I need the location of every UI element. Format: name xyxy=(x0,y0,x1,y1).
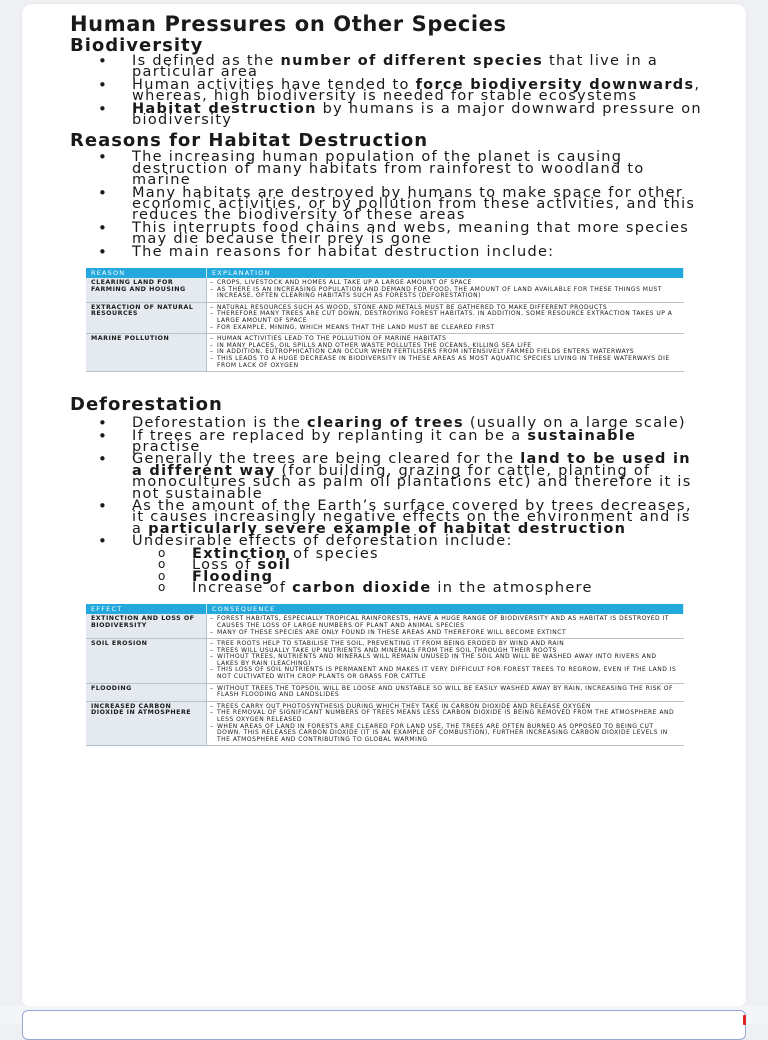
text-run: If trees are replaced by replanting it can be a xyxy=(132,427,528,444)
row-key-cell: EXTRACTION OF NATURAL RESOURCES xyxy=(86,302,207,333)
bold-text: carbon dioxide xyxy=(292,579,432,596)
table-row xyxy=(86,302,684,333)
row-key-cell: EXTINCTION AND LOSS OF BIODIVERSITY xyxy=(86,614,207,638)
document-page xyxy=(22,4,746,1008)
row-explanation-cell xyxy=(207,334,684,372)
list-item xyxy=(132,451,706,502)
explanation-line: – THEREFORE MANY TREES ARE CUT DOWN, DESTROYING FOREST HABITATS. IN ADDITION, SOME RESOURCE EXTRACTION TAKES UP A LARGE AMOUNT OF SPACE xyxy=(217,311,679,324)
explanation-line: – WITHOUT TREES THE TOPSOIL WILL BE LOOSE AND UNSTABLE SO WILL BE EASILY WASHED AWAY BY RAIN, INCREASING THE RISK OF FLASH FLOODING AND LANDSLIDES xyxy=(217,686,679,699)
list-item xyxy=(132,100,706,129)
text-run: Is defined as the xyxy=(132,53,281,69)
row-explanation-cell xyxy=(207,701,684,746)
explanation-line: – WITHOUT TREES, NUTRIENTS AND MINERALS WILL REMAIN UNUSED IN THE SOIL AND WILL BE WASHED AWAY INTO RIVERS AND LAKES BY RAIN (LEACHING) xyxy=(217,654,679,667)
explanation-line: – FOR EXAMPLE, MINING, WHICH MEANS THAT THE LAND MUST BE CLEARED FIRST xyxy=(217,325,679,332)
bold-text: Extinction xyxy=(192,545,288,562)
deforestation-heading: Deforestation xyxy=(70,394,223,416)
section-spacer xyxy=(70,372,706,394)
deforestation-list xyxy=(70,415,706,550)
text-run: Many habitats are destroyed by humans to make space for other economic activities, or by pollution from these activities, and this reduces the biodiversity of these areas xyxy=(132,184,696,224)
table-row xyxy=(86,614,684,638)
table-row xyxy=(86,278,684,302)
explanation-line: – TREES CARRY OUT PHOTOSYNTHESIS DURING WHICH THEY TAKE IN CARBON DIOXIDE AND RELEASE OXYGEN xyxy=(217,704,679,711)
habitat-reasons-table xyxy=(86,268,684,372)
text-run: that live in a particular area xyxy=(132,53,659,81)
table-header-row xyxy=(86,604,684,614)
habitat-list xyxy=(70,149,706,260)
row-explanation-cell xyxy=(207,683,684,701)
text-run: Loss of xyxy=(192,557,258,574)
table-row xyxy=(86,701,684,746)
row-key-cell: CLEARING LAND FOR FARMING AND HOUSING xyxy=(86,278,207,302)
row-explanation-cell xyxy=(207,278,684,302)
biodiversity-list xyxy=(70,53,706,129)
text-run: Generally the trees are being cleared for the xyxy=(132,451,521,468)
bold-text: Flooding xyxy=(192,568,274,585)
biodiversity-heading: Biodiversity xyxy=(70,35,204,56)
text-run: The main reasons for habitat destruction include: xyxy=(132,243,555,260)
explanation-line: – THIS LEADS TO A HUGE DECREASE IN BIODIVERSITY IN THESE AREAS AS MOST AQUATIC SPECIES LIVING IN THESE WATERWAYS DIE FROM LACK OF OXYGEN xyxy=(217,356,679,369)
explanation-line: – MANY OF THESE SPECIES ARE ONLY FOUND IN THESE AREAS AND THEREFORE WILL BECOME EXTINCT xyxy=(217,630,679,637)
row-key-cell: INCREASED CARBON DIOXIDE IN ATMOSPHERE xyxy=(86,701,207,746)
list-item xyxy=(132,243,706,260)
text-run: by humans is a major downward pressure on biodiversity xyxy=(132,100,702,129)
explanation-line: – IN ADDITION, EUTROPHICATION CAN OCCUR WHEN FERTILISERS FROM INTENSIVELY FARMED FIELDS ENTERS WATERWAYS xyxy=(217,349,679,356)
list-item xyxy=(192,579,706,596)
table-header-row xyxy=(86,268,684,278)
column-header: CONSEQUENCE xyxy=(207,604,684,614)
explanation-line: – TREE ROOTS HELP TO STABILISE THE SOIL, PREVENTING IT FROM BEING ERODED BY WIND AND RAIN xyxy=(217,641,679,648)
explanation-line: – AS THERE IS AN INCREASING POPULATION AND DEMAND FOR FOOD, THE AMOUNT OF LAND AVAILABLE FOR THESE THINGS MUST INCREASE, OFTEN CLEARING HABITATS SUCH AS FORESTS (DEFORESTATION) xyxy=(217,287,679,300)
page-title: Human Pressures on Other Species xyxy=(70,12,507,36)
deforestation-effects-list xyxy=(132,545,706,596)
bold-text: sustainable xyxy=(527,427,637,444)
list-item xyxy=(132,219,706,248)
text-run: in the atmosphere xyxy=(431,579,593,596)
document-content xyxy=(22,4,746,746)
explanation-line: – THIS LOSS OF SOIL NUTRIENTS IS PERMANENT AND MAKES IT VERY DIFFICULT FOR FOREST TREES TO REGROW, EVEN IF THE LAND IS NOT CULTIVATED WITH CROP PLANTS OR GRASS FOR CATTLE xyxy=(217,667,679,680)
list-item xyxy=(132,498,706,537)
text-run: (for building, grazing for cattle, planting of monocultures such as palm oil plantations etc) and therefore it is not sustainable xyxy=(132,462,692,502)
next-card[interactable] xyxy=(22,1010,746,1040)
text-run: (usually on a large scale) xyxy=(463,415,686,432)
bold-text: soil xyxy=(257,557,292,574)
table-row xyxy=(86,334,684,372)
text-run: Increase of xyxy=(192,579,293,596)
text-run: of species xyxy=(287,545,379,562)
row-explanation-cell xyxy=(207,302,684,333)
text-run: This interrupts food chains and webs, meaning that more species may die because their prey is gone xyxy=(132,219,690,248)
bold-text: force biodiversity downwards xyxy=(415,76,695,93)
explanation-line: – NATURAL RESOURCES SUCH AS WOOD, STONE AND METALS MUST BE GATHERED TO MAKE DIFFERENT PRODUCTS xyxy=(217,305,679,312)
list-item xyxy=(132,427,706,456)
deforestation-effects-table xyxy=(86,604,684,746)
row-key-cell: FLOODING xyxy=(86,683,207,701)
text-run: Undesirable effects of deforestation include: xyxy=(132,533,513,550)
explanation-line: – TREES WILL USUALLY TAKE UP NUTRIENTS AND MINERALS FROM THE SOIL THROUGH THEIR ROOTS xyxy=(217,648,679,655)
row-key-cell: MARINE POLLUTION xyxy=(86,334,207,372)
text-run: , whereas, high biodiversity is needed for stable ecosystems xyxy=(132,76,701,105)
column-header: REASON xyxy=(86,268,207,278)
row-key-cell: SOIL EROSION xyxy=(86,639,207,684)
list-item xyxy=(132,76,706,105)
column-header: EFFECT xyxy=(86,604,207,614)
text-run: As the amount of the Earth’s surface covered by trees decreases, it causes increasingly negative effects on the environment and is a xyxy=(132,498,692,537)
bold-text: land to be used in a different way xyxy=(132,451,691,479)
bold-text: clearing of trees xyxy=(307,415,464,432)
explanation-line: – CROPS, LIVESTOCK AND HOMES ALL TAKE UP A LARGE AMOUNT OF SPACE xyxy=(217,280,679,287)
bold-text: Habitat destruction xyxy=(132,100,317,117)
list-item xyxy=(132,53,706,81)
text-run: Deforestation is the xyxy=(132,415,308,432)
bold-text: number of different species xyxy=(280,53,544,69)
explanation-line: – WHEN AREAS OF LAND IN FORESTS ARE CLEARED FOR LAND USE, THE TREES ARE OFTEN BURNED AS OPPOSED TO BEING CUT DOWN. THIS RELEASES CARBON DIOXIDE (IT IS AN EXAMPLE OF COMBUSTION), FURTHER INCREASING CARBON DIOXIDE LEVELS IN THE ATMOSPHERE AND CONTRIBUTING TO GLOBAL WARMING xyxy=(217,724,679,744)
habitat-heading: Reasons for Habitat Destruction xyxy=(70,130,429,152)
table-row xyxy=(86,639,684,684)
explanation-line: – FOREST HABITATS, ESPECIALLY TROPICAL RAINFORESTS, HAVE A HUGE RANGE OF BIODIVERSITY AND AS HABITAT IS DESTROYED IT CAUSES THE LOSS OF LARGE NUMBERS OF PLANT AND ANIMAL SPECIES xyxy=(217,616,679,629)
list-item xyxy=(132,149,706,189)
column-header: EXPLANATION xyxy=(207,268,684,278)
row-explanation-cell xyxy=(207,614,684,638)
text-run: practise xyxy=(132,439,201,456)
explanation-line: – IN MANY PLACES, OIL SPILLS AND OTHER WASTE POLLUTES THE OCEANS, KILLING SEA LIFE xyxy=(217,343,679,350)
table-row xyxy=(86,683,684,701)
text-run: The increasing human population of the planet is causing destruction of many habitats from rainforest to woodland to marine xyxy=(132,149,645,189)
row-explanation-cell xyxy=(207,639,684,684)
text-run: Human activities have tended to xyxy=(132,76,416,93)
bold-text: particularly severe example of habitat destruction xyxy=(148,520,627,537)
explanation-line: – THE REMOVAL OF SIGNIFICANT NUMBERS OF TREES MEANS LESS CARBON DIOXIDE IS BEING REMOVED FROM THE ATMOSPHERE AND LESS OXYGEN RELEASED xyxy=(217,710,679,723)
list-item xyxy=(132,184,706,224)
explanation-line: – HUMAN ACTIVITIES LEAD TO THE POLLUTION OF MARINE HABITATS xyxy=(217,336,679,343)
